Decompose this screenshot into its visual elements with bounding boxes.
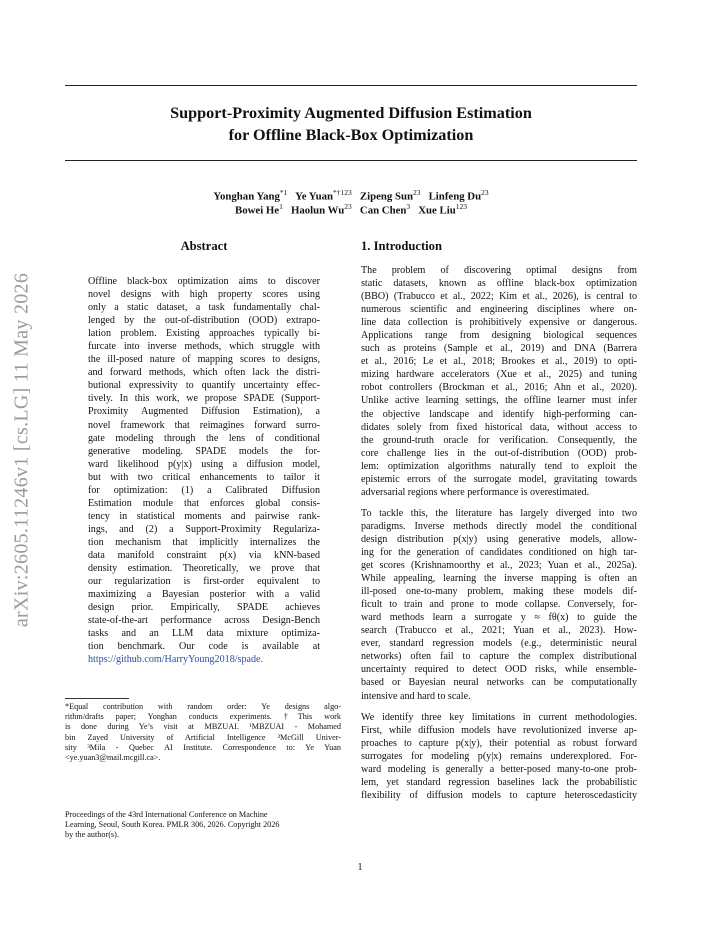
abstract-line: tasks and an LLM data mixture optimiza- (88, 628, 320, 640)
intro-line: ficult to train and prone to mode collapse. Conversely, for- (361, 599, 637, 611)
title-rule-top (65, 85, 637, 86)
intro-line: (BBO) (Trabucco et al., 2022; Kim et al., 2026), is central to (361, 291, 637, 303)
intro-line: Unlike active learning settings, the offline learner must infer (361, 395, 637, 407)
intro-line: numerous scientific and engineering disciplines where on- (361, 304, 637, 316)
title-rule-bottom (65, 160, 637, 161)
author-marks: 123 (455, 202, 467, 211)
author-marks: 3 (406, 202, 411, 211)
author-marks: *†123 (333, 188, 352, 197)
intro-line: mizing hardware accelerators (Xue et al., 2025) and tuning (361, 369, 637, 381)
proceedings-line: Learning, Seoul, South Korea. PMLR 306, 2026. Copyright 2026 (65, 820, 280, 830)
author-name: Linfeng Du (428, 190, 482, 203)
abstract-line: generative modeling. SPADE models the for- (88, 445, 320, 457)
intro-line: ever, standard regression models (e.g., deterministic neural (361, 638, 637, 650)
author-list-line2 (65, 200, 637, 218)
abstract-line: but with two critical enhancements to tailor it (88, 471, 320, 483)
abstract-line: maximizing a Bayesian posterior with a valid (88, 589, 320, 601)
abstract-line: for optimization: (1) a Calibrated Diffusion (88, 484, 320, 496)
intro-line: ward methods learn a surrogate y ≈ fθ(x) to guide the (361, 612, 637, 624)
footnote-line: bin Zayed University of Artificial Intelligence ²McGill Univer- (65, 732, 341, 742)
intro-paragraph-2 (361, 507, 637, 703)
intro-line: the ground-truth oracle for verification. Consequently, the (361, 434, 637, 446)
abstract-line: data manifold constraint p(x) via kNN-based (88, 549, 320, 561)
intro-line: We identify three key limitations in current methodologies. (361, 711, 637, 723)
abstract-line: lenged by the out-of-distribution (OOD) extrapo- (88, 315, 320, 327)
intro-line: adversarial regions where performance is overestimated. (361, 486, 590, 498)
abstract-line: and forward methods, which often lack the distri- (88, 367, 320, 379)
intro-line: get scores (Krishnamoorthy et al., 2023; Yuan et al., 2025a). (361, 560, 637, 572)
abstract-line: Proximity Augmented Diffusion Estimation), a (88, 406, 320, 418)
intro-line: ill-posed one-to-many problem, making these models dif- (361, 586, 637, 598)
intro-line: et al., 2016; Le et al., 2018; Brookes et al., 2019) to opti- (361, 356, 637, 368)
author-marks: 23 (413, 188, 421, 197)
author-name: Can Chen (359, 204, 407, 217)
introduction-heading: 1. Introduction (361, 239, 442, 253)
intro-line: core challenge lies in the out-of-distribution (OOD) prob- (361, 447, 637, 459)
intro-line: First, while diffusion models have revolutionized inverse ap- (361, 724, 637, 736)
abstract-line: tion mechanism that implicitly internalizes the (88, 536, 320, 548)
proceedings-line: by the author(s). (65, 830, 119, 840)
abstract-line: novel designs with high property scores using (88, 289, 320, 301)
abstract-line: tion benchmark. Our code is available at (88, 641, 320, 653)
footnote-line: sity ³Mila - Quebec AI Institute. Correspondence to: Ye Yuan (65, 742, 341, 752)
proceedings-note (65, 810, 341, 841)
abstract-line: Offline black-box optimization aims to discover (88, 276, 320, 287)
abstract-line: tively. In this work, we propose SPADE (Support- (88, 393, 320, 405)
intro-line: such as proteins (Sample et al., 2019) and DNA (Barrera (361, 343, 637, 355)
intro-line: design distribution p(x|y) using generative models, allow- (361, 533, 637, 545)
page-number: 1 (357, 862, 363, 873)
abstract-line: butional expressivity to quantify uncertainty effec- (88, 380, 320, 392)
intro-line: robot controllers (Brockman et al., 2016; Ahn et al., 2020). (361, 382, 637, 394)
intro-line: Applications range from designing biological sequences (361, 330, 637, 342)
intro-line: While appealing, learning the inverse mapping is often an (361, 573, 637, 585)
abstract-line: Estimation module that enforces global consis- (88, 497, 320, 509)
footnote-line: is done during Ye’s visit at MBZUAI. ¹MBZUAI - Mohamed (65, 722, 341, 732)
abstract-line: design prior. Empirically, SPADE achieves (88, 602, 320, 614)
abstract-line: lation problem. Existing approaches typically bi- (88, 328, 320, 340)
paper-title-line1: Support-Proximity Augmented Diffusion Estimation (170, 104, 532, 122)
abstract-line: density estimation. Theoretically, we prove that (88, 563, 320, 575)
abstract-line: state-of-the-art performance across Design-Bench (88, 615, 320, 627)
abstract-line: gate modeling through the lens of conditional (88, 432, 320, 444)
author-name: Xue Liu (418, 204, 456, 217)
abstract-heading: Abstract (180, 239, 228, 253)
intro-line: ing for the generation of candidates conditioned on high tar- (361, 546, 637, 558)
intro-line: didates solely from fixed historical data, without access to (361, 421, 637, 433)
intro-line: static datasets, known as offline black-box optimization (361, 278, 637, 290)
intro-line: lem, yet standard regression baselines lack the probabilistic (361, 776, 637, 788)
abstract-line: ings, and (2) a Support-Proximity Regulariza- (88, 523, 320, 535)
intro-line: line data collection is prohibitively expensive or dangerous. (361, 317, 637, 329)
paper-title-line2: for Offline Black-Box Optimization (228, 126, 474, 144)
abstract-lines (88, 275, 320, 653)
footnote (65, 702, 341, 763)
footnote-line: *Equal contribution with random order: Ye designs algo- (65, 702, 341, 711)
abstract-line: only a static dataset, a task fundamentally chal- (88, 302, 320, 314)
intro-line: flexibility of diffusion models to capture heteroscedasticity (361, 789, 637, 801)
intro-line: proaches to capture p(x|y), their potential as robust forward (361, 737, 637, 749)
proceedings-line: Proceedings of the 43rd International Conference on Machine (65, 810, 268, 819)
intro-line: search (Trabucco et al., 2021; Yuan et al., 2023). How- (361, 625, 637, 637)
author-name: Haolun Wu (290, 204, 345, 217)
intro-line: epistemic errors of the surrogate model, gravitating towards (361, 473, 637, 485)
author-marks: 23 (344, 202, 352, 211)
footnote-line: rithm/drafts paper; Yonghan conducts experiments. †This work (65, 712, 341, 722)
intro-paragraph-1 (361, 264, 637, 499)
abstract-line: furcate into inverse methods, which struggle with (88, 341, 320, 353)
code-link[interactable] (88, 653, 320, 666)
abstract-line: our regularization is first-order equivalent to (88, 576, 320, 588)
intro-line: intensive and hard to scale. (361, 690, 471, 702)
abstract-line: the ill-posed nature of mapping scores to designs, (88, 354, 320, 366)
abstract-line: novel framework that reimagines forward surro- (88, 419, 320, 431)
footnote-rule (65, 698, 129, 699)
abstract-line: ward likelihood p(y|x) using a diffusion model, (88, 458, 320, 470)
author-name: Bowei He (235, 204, 280, 217)
intro-line: the objective landscape and identify high-performing can- (361, 408, 637, 420)
author-name: Zipeng Sun (359, 190, 413, 203)
arxiv-stamp-text: arXiv:2605.11246v1 [cs.LG] 11 May 2026 (10, 272, 33, 628)
intro-line: surrogates for modeling p(y|x) remains underexplored. For- (361, 750, 637, 762)
author-name: Ye Yuan (295, 190, 334, 203)
abstract-body (88, 275, 320, 666)
author-marks: 23 (481, 188, 489, 197)
intro-line: To tackle this, the literature has largely diverged into two (361, 507, 637, 519)
abstract-line: tency in statistical moments and pairwise rank- (88, 510, 320, 522)
intro-line: paradigms. Inverse methods directly model the conditional (361, 520, 637, 532)
intro-line: uncertainty required to detect OOD risks, while ensemble- (361, 664, 637, 676)
author-name: Yonghan Yang (213, 190, 280, 203)
code-link-text[interactable]: https://github.com/HarryYoung2018/spade. (88, 654, 264, 666)
arxiv-stamp (4, 250, 40, 650)
intro-line: lem: optimization algorithms naturally tend to exploit the (361, 460, 637, 472)
author-marks: 1 (279, 202, 283, 211)
intro-line: ward modeling is generally a better-posed many-to-one prob- (361, 763, 637, 775)
introduction-body (361, 264, 637, 802)
intro-paragraph-3 (361, 711, 637, 802)
intro-line: networks) often fail to capture the complex distributional (361, 651, 637, 663)
intro-line: The problem of discovering optimal designs from (361, 265, 637, 276)
author-marks: *1 (279, 188, 288, 197)
footnote-line: <ye.yuan3@mail.mcgill.ca>. (65, 753, 161, 763)
intro-line: based or Bayesian neural networks can be computationally (361, 677, 637, 689)
